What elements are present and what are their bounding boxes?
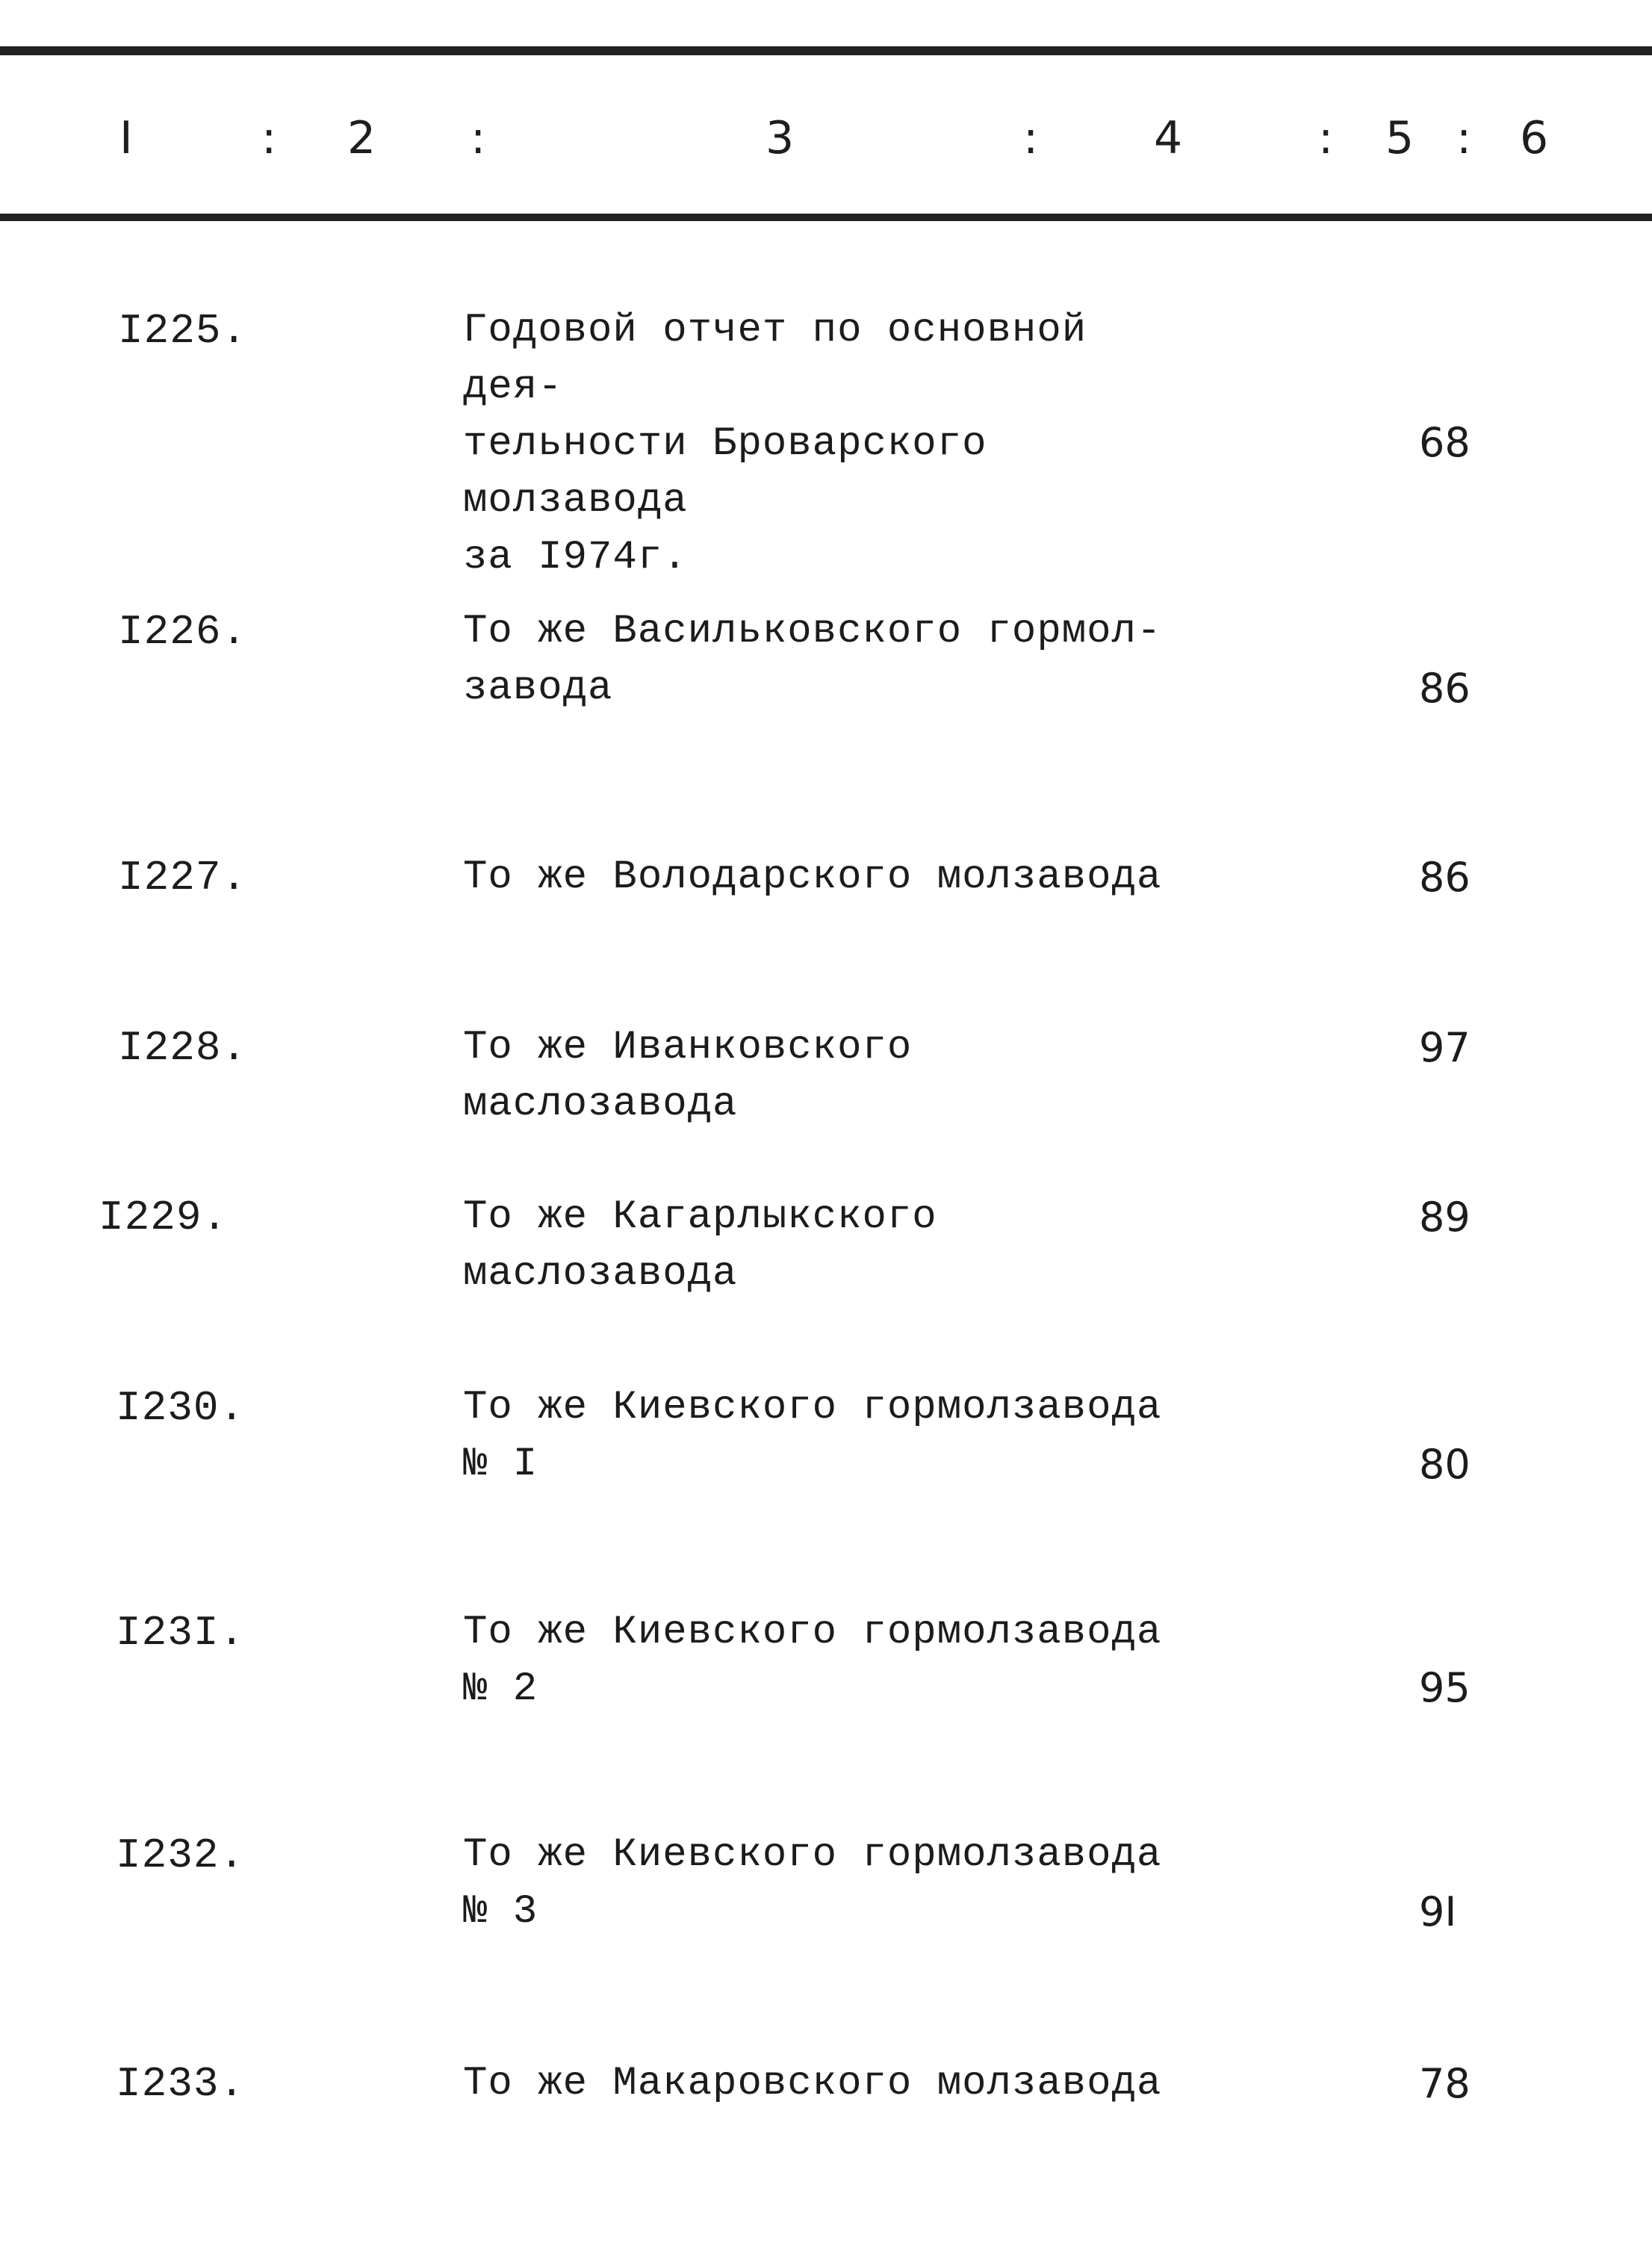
row-number: I233. xyxy=(116,2060,246,2108)
row-title: То же Володарского молзавода xyxy=(463,855,1162,900)
row-sheet-count: 9I xyxy=(1419,1888,1457,1935)
column-header-3: 3 xyxy=(766,112,795,164)
row-title: То же Киевского гормолзавода № 3 xyxy=(463,1832,1162,1935)
column-separator: : xyxy=(1318,112,1334,164)
row-title: Годовой отчет по основной дея- тельности Броварского молзавода за I974г. xyxy=(463,308,1087,580)
column-header-4: 4 xyxy=(1154,112,1183,164)
row-number: I228. xyxy=(118,1024,248,1072)
column-separator: : xyxy=(471,112,486,164)
row-title: То же Иванковского маслозавода xyxy=(463,1025,913,1127)
column-separator: : xyxy=(261,112,277,164)
row-sheet-count: 80 xyxy=(1419,1441,1471,1488)
row-title: То же Киевского гормолзавода № I xyxy=(463,1385,1162,1487)
row-number: I230. xyxy=(116,1384,246,1432)
row-number: I227. xyxy=(118,854,248,902)
column-header-5: 5 xyxy=(1385,112,1415,164)
row-sheet-count: 68 xyxy=(1419,419,1471,466)
row-sheet-count: 97 xyxy=(1419,1024,1471,1071)
row-sheet-count: 95 xyxy=(1419,1664,1471,1711)
row-number: I226. xyxy=(118,608,248,656)
header-bottom-rule xyxy=(0,214,1652,221)
row-title: То же Макаровского молзавода xyxy=(463,2061,1162,2106)
column-header-6: 6 xyxy=(1520,112,1549,164)
column-separator: : xyxy=(1023,112,1039,164)
row-title: То же Кагарлыкского маслозавода xyxy=(463,1194,937,1297)
header-top-rule xyxy=(0,46,1652,55)
row-number: I232. xyxy=(116,1832,246,1879)
row-number: I225. xyxy=(118,307,248,355)
column-header-2: 2 xyxy=(347,112,376,164)
row-number: I23I. xyxy=(116,1609,246,1657)
row-sheet-count: 86 xyxy=(1419,665,1471,712)
column-header-1: I xyxy=(119,112,133,164)
column-separator: : xyxy=(1456,112,1472,164)
row-title: То же Киевского гормолзавода № 2 xyxy=(463,1610,1162,1712)
row-sheet-count: 86 xyxy=(1419,854,1471,901)
row-number: I229. xyxy=(99,1194,229,1241)
row-sheet-count: 78 xyxy=(1419,2060,1471,2107)
row-sheet-count: 89 xyxy=(1419,1194,1471,1241)
row-title: То же Васильковского гормол- завода xyxy=(463,609,1162,711)
